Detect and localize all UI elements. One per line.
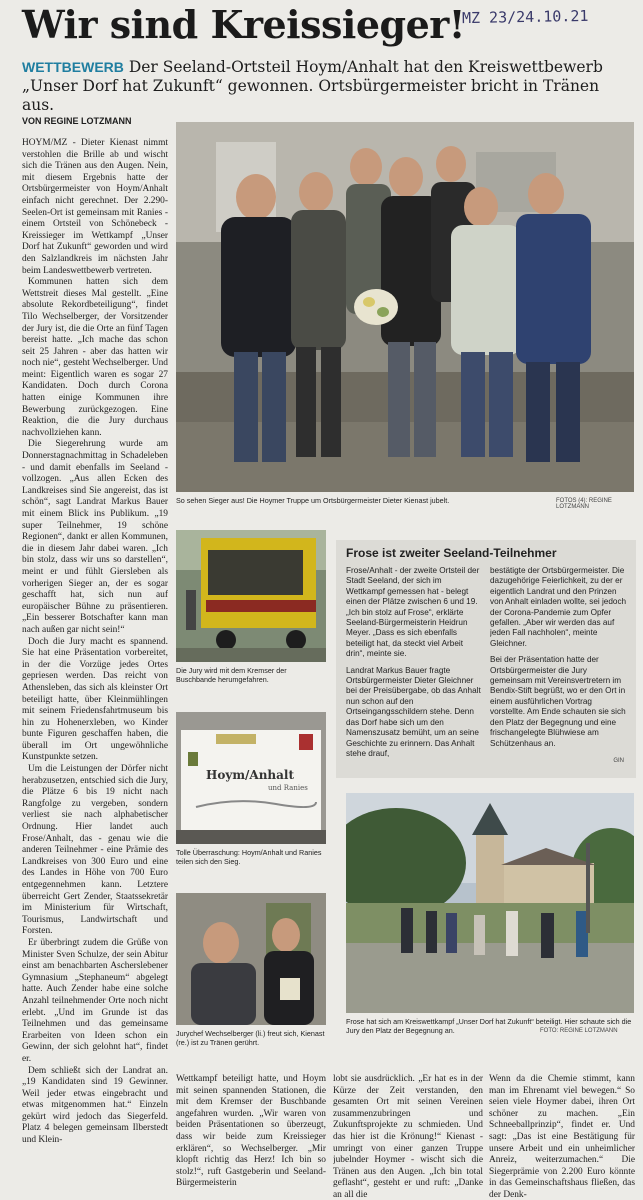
sidebox-paragraph: Bei der Präsentation hatte der Ortsbürgermeister die Jury gemeinsam mit Vereinsvertretern im Bendix-Stift begrüßt, wo er den Ort in einem ausführlichen Vortrag vorstellte. Am Ende schauten sie sich den Platz der Begegnung und eine frischangelegte Blühwiese am Schützenhaus an. [490,655,626,748]
sidebar-frose-box [336,540,636,778]
main-photo-caption: So sehen Sieger aus! Die Hoymer Truppe um Ortsbürgermeister Dieter Kienast jubelt. [176,496,450,505]
banner-photo [176,712,326,844]
frose-photo-credit: FOTO: REGINE LOTZMANN [540,1028,618,1034]
article-column-2 [176,1074,326,1200]
kremser-caption: Die Jury wird mit dem Kremser der Buschbande herumgefahren. [176,666,287,684]
jury-photo [176,893,326,1025]
byline: VON REGINE LOTZMANN [22,116,132,126]
frose-caption: Frose hat sich am Kreiswettkampf „Unser Dorf hat Zukunft“ beteiligt. Hier schaute sich die Jury den Platz der Begegnung an. [346,1017,632,1035]
sidebox-paragraph: Landrat Markus Bauer fragte Ortsbürgermeister Dieter Gleichner bei der Preisübergabe, ob das Anhalt nun schon auf den Ortseingangsschildern stehe. Denn das Dorf habe sich um den Namenszusatz bemüht, um an seine Geschichte zu erinnern. Das Anhalt stehe drauf, [346,665,481,758]
handwritten-date-note: MZ 23/24.10.21 [461,6,589,28]
article-paragraph: Er überbringt zudem die Grüße von Minister Sven Schulze, der sein Abitur einst am benachbarten Ascherslebener Gymnasium „Stephaneum“ abgelegt hatte. Auch Zender habe eine solche Anzahl teilnehmender Orte noch nicht erlebt. „Und im Grunde ist das Teilnehmen und das gemeinsame Erarbeiten von Ideen schon ein Gewinn, der sich gelohnt hat“, findet er. [22,937,168,1064]
sidebox-title: Frose ist zweiter Seeland-Teilnehmer [346,546,557,560]
article-paragraph: Doch die Jury macht es spannend. Sie hat eine Präsentation vorbereitet, in der die Vorzüge jedes Ortes gepriesen werden. Das reicht von Athensleben, das sich als kleinster Ort beteiligt hatte, über Kleinmühlingen mit seinem Friedensfahrtmuseum bis hin zu Hohenerxleben, wo Kinder bunte Figuren geschaffen haben, die überall im Ort ungewöhnliche Kunstpunkte setzen. [22,636,168,763]
sidebox-left-column [346,566,482,771]
article-column-4 [489,1074,635,1200]
sidebox-right-column [490,566,628,771]
article-paragraph: Wettkampf beteiligt hatte, und Hoym mit seinen spannenden Stationen, die mit dem Kremser der Buschbande angefahren wurden. „Wir waren von beiden Präsentationen so überzeugt, dass wir beide zum Kreissieger erklären“, so Wechselberger. „Mir klopft richtig das Herz! Ich bin so stolz!“, ruft Gastgeberin und Seeland-Bürgermeisterin [176,1074,326,1189]
article-paragraph: Die Siegerehrung wurde am Donnerstagnachmittag in Schadeleben - und damit ebenfalls im Seeland - vollzogen. „Aus allen Ecken des Landkreises sind Sie angereist, das ist schön“, sagt Landrat Markus Bauer mit einem Blick ins Publikum. „19 super Teilnehmer, 19 schöne Regionen“, dankt er allen Kommunen, die in diesem Jahr dabei waren. „Ich bin stolz, dass wir uns so darstellen“, meint er und fühlt Giersleben als vorherigen Sieger an, der es sogar geschafft hat, sich nun auf europäischer Bühne zu präsentieren. „Ein besserer Botschafter kann man nach außen gar nicht sein!“ [22,439,168,635]
section-tag: WETTBEWERB [22,59,124,75]
article-paragraph: Kommunen hatten sich dem Wettstreit dieses Mal gestellt. „Eine absolute Rekordbeteiligung“, findet Tilo Wechselberger, der Vorsitzender der Jury ist, die die Orte an fünf Tagen bereist hatte. „Ich mache das schon seit 25 Jahren - aber das hatten wir noch nie“, gesteht Wechselberger. Und meint: Eigentlich waren es sogar 27 Kandidaten. Doch durch Corona hatten einige Kommunen ihre Bewerbung zurückgezogen. Eine Reaktion, die die Jury durchaus nachvollziehen kann. [22,277,168,438]
sidebox-paragraph: bestätigte der Ortsbürgermeister. Die dazugehörige Feierlichkeit, zu der er eigentlich Landrat und den Prinzen von Anhalt einladen wollte, sei jedoch der Corona-Pandemie zum Opfer gefallen. „Aber wir werden das auf jeden Fall nachholen“, meinte Gleichner. [490,566,627,648]
intro-text: Der Seeland-Ortsteil Hoym/Anhalt hat den Kreiswettbewerb „Unser Dorf hat Zukunft“ gewonnen. Ortsbürgermeister bricht in Tränen aus. [22,58,603,114]
main-photo-credit: FOTOS (4): REGINE LOTZMANN [556,498,612,510]
sidebox-signature: GIN [613,758,624,764]
banner-subtitle: und Ranies [268,784,308,792]
kremser-photo [176,530,326,662]
article-paragraph: Wenn da die Chemie stimmt, kann man im Ehrenamt viel bewegen.“ So seien viele Hoymer dabei, ihren Ort schöner zu machen. „Ein Schneeballprinzip“, findet er. Und sagt: „Das ist eine Bestätigung für unsere Arbeit und ein unheimlicher Anreiz, weiterzumachen.“ Die Siegerprämie von 2.200 Euro könnte in das Gemeinschaftshaus fließen, das der Denk- [489,1074,635,1200]
sidebox-paragraph: Frose/Anhalt - der zweite Ortsteil der Stadt Seeland, der sich im Wettkampf gemessen hat - belegt einen der Plätze zwischen 6 und 19. „Ich bin stolz auf Frose“, erklärte Seeland-Bürgermeisterin Heidrun Meyer. „Dass es sich ebenfalls beteiligt hat, da steckt viel Arbeit drin“, meinte sie. [346,566,480,659]
article-paragraph: lobt sie ausdrücklich. „Er hat es in der Kürze der Zeit verstanden, den gesamten Ort mit seinen Vereinen zusammenzubringen und Zukunftsprojekte zu schmieden. Und das hier ist die Krönung!“ Kienast - umringt von einer ganzen Truppe jubelnder Hoymer - wischt sich die Tränen aus den Augen. „Ich bin total geflasht“, gesteht er und ruft: „Danke an all die [333,1074,483,1200]
article-paragraph: Um die Leistungen der Dörfer nicht herabzusetzen, entschied sich die Jury, die Plätze 6 bis 19 nicht nach Rangfolge zu vergeben, sondern verliest sie nach alphabetischer Ordnung. Hier landet auch Frose/Anhalt, das - genau wie die anderen Teilnehmer - eine Prämie des Landkreises von 300 Euro und eine des Landes in Höhe von 700 Euro entgegennehmen kann. Letztere überreicht Gert Zender, Staatssekretär im Ministerium für Wirtschaft, Tourismus, Landwirtschaft und Forsten. [22,764,168,937]
article-paragraph: HOYM/MZ - Dieter Kienast nimmt verstohlen die Brille ab und wischt sich die Tränen aus den Augen. Nein, mit diesem Ergebnis hatte der Ortsbürgermeister von Hoym/Anhalt einfach nicht gerechnet. Der 2.290-Seelen-Ort ist gemeinsam mit Ranies - einem Ortsteil von Schönebeck - Kreissieger im Wettkampf „Unser Dorf hat Zukunft“ geworden und wird den Salzlandkreis im nächsten Jahr beim Landeswettbewerb vertreten. [22,138,168,276]
banner-title: Hoym/Anhalt [206,768,295,782]
intro-teaser [22,58,632,115]
article-column-1 [22,138,168,1200]
article-column-3 [333,1074,483,1200]
frose-photo [346,793,634,1013]
jury-caption: Jurychef Wechselberger (li.) freut sich, Kienast (re.) ist zu Tränen gerührt. [176,1029,325,1047]
main-photo-winners [176,122,634,492]
banner-caption: Tolle Überraschung: Hoym/Anhalt und Ranies teilen sich den Sieg. [176,848,322,866]
headline: Wir sind Kreissieger! [22,2,465,47]
article-paragraph: Dem schließt sich der Landrat an. „19 Kandidaten sind 19 Gewinner. Weil jeder etwas eingebracht und etwas mitgenommen hat.“ Einzeln gekürt wird jedoch das Siegerfeld. Platz 4 belegen gemeinsam Ilberstedt und Klein- [22,1065,168,1146]
